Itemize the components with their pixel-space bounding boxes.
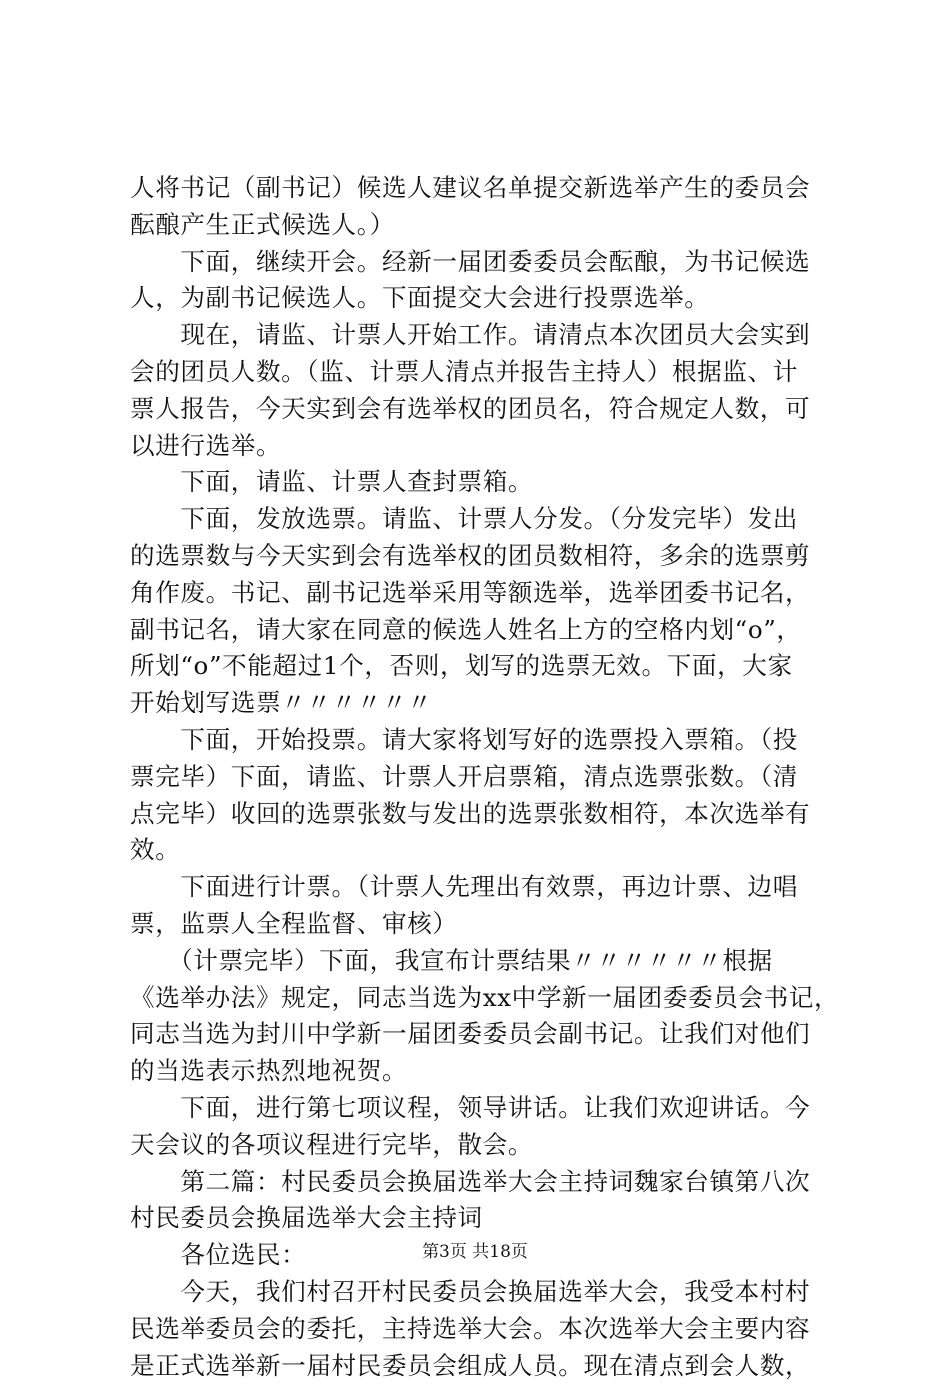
text-line: 同志当选为封川中学新一届团委委员会副书记。让我们对他们 [130, 1016, 830, 1053]
text-line: 的选票数与今天实到会有选举权的团员数相符，多余的选票剪 [130, 538, 830, 575]
text-line: （计票完毕）下面，我宣布计票结果〃〃〃〃〃〃根据 [130, 943, 830, 980]
text-line: 所划“o”不能超过1个，否则，划写的选票无效。下面，大家 [130, 648, 830, 685]
text-line: 下面，继续开会。经新一届团委委员会酝酿，为书记候选 [130, 244, 830, 281]
text-line: 下面，请监、计票人查封票箱。 [130, 464, 830, 501]
text-line: 票人报告，今天实到会有选举权的团员名，符合规定人数，可 [130, 391, 830, 428]
text-line: 下面，进行第七项议程，领导讲话。让我们欢迎讲话。今 [130, 1090, 830, 1127]
text-line: 票，监票人全程监督、审核） [130, 906, 830, 943]
text-line: 民选举委员会的委托，主持选举大会。本次选举大会主要内容 [130, 1311, 830, 1348]
text-line: 人将书记（副书记）候选人建议名单提交新选举产生的委员会 [130, 170, 830, 207]
text-line: 第二篇：村民委员会换届选举大会主持词魏家台镇第八次 [130, 1164, 830, 1201]
text-line: 今天，我们村召开村民委员会换届选举大会，我受本村村 [130, 1274, 830, 1311]
text-line: 角作废。书记、副书记选举采用等额选举，选举团委书记名， [130, 575, 830, 612]
text-line: 下面，开始投票。请大家将划写好的选票投入票箱。（投 [130, 722, 830, 759]
page-number-footer: 第3页 共18页 [0, 1241, 950, 1263]
text-line: 副书记名，请大家在同意的候选人姓名上方的空格内划“o”， [130, 612, 830, 649]
text-line: 《选举办法》规定，同志当选为xx中学新一届团委委员会书记， [130, 980, 830, 1017]
text-line: 下面，发放选票。请监、计票人分发。（分发完毕）发出 [130, 501, 830, 538]
text-line: 效。 [130, 832, 830, 869]
text-line: 人，为副书记候选人。下面提交大会进行投票选举。 [130, 280, 830, 317]
text-line: 酝酿产生正式候选人。） [130, 207, 830, 244]
text-line: 开始划写选票〃〃〃〃〃〃 [130, 685, 830, 722]
text-line: 村民委员会换届选举大会主持词 [130, 1200, 830, 1237]
text-line: 的当选表示热烈地祝贺。 [130, 1053, 830, 1090]
text-line: 下面进行计票。（计票人先理出有效票，再边计票、边唱 [130, 869, 830, 906]
text-line: 各位选民： [130, 1237, 830, 1274]
text-line: 票完毕）下面，请监、计票人开启票箱，清点选票张数。（清 [130, 759, 830, 796]
text-line: 是正式选举新一届村民委员会组成人员。现在清点到会人数， [130, 1348, 830, 1384]
text-line: 天会议的各项议程进行完毕，散会。 [130, 1127, 830, 1164]
text-line: 现在，请监、计票人开始工作。请清点本次团员大会实到 [130, 317, 830, 354]
document-body [130, 170, 830, 1384]
text-line: 会的团员人数。（监、计票人清点并报告主持人）根据监、计 [130, 354, 830, 391]
text-line: 以进行选举。 [130, 428, 830, 465]
text-line: 点完毕）收回的选票张数与发出的选票张数相符，本次选举有 [130, 796, 830, 833]
